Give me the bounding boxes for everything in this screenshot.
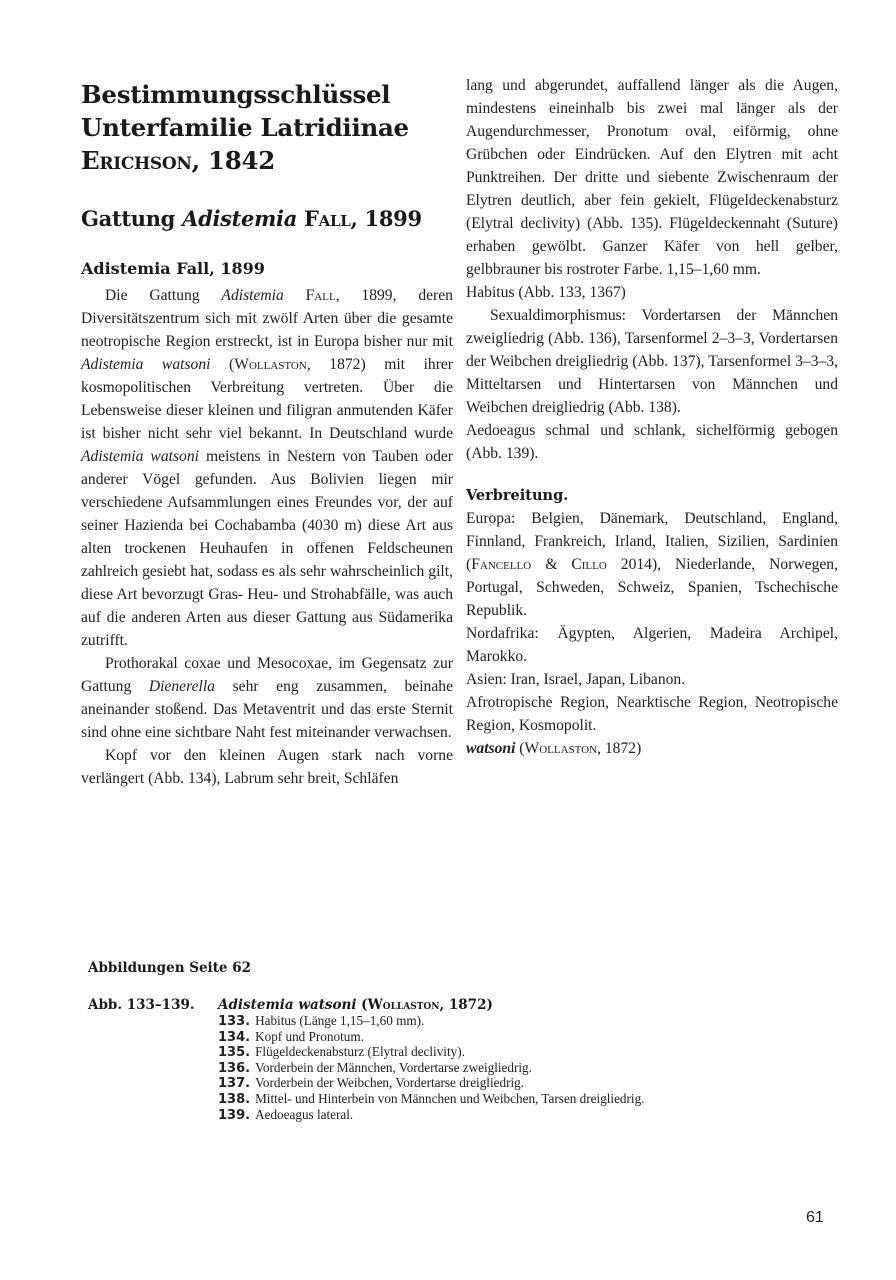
text-run: & xyxy=(531,556,572,573)
species-name: watsoni xyxy=(466,740,516,757)
caption-text: Habitus (Länge 1,15–1,60 mm). xyxy=(255,1013,425,1028)
caption-text: Flügeldeckenabsturz (Elytral declivity). xyxy=(255,1044,465,1060)
text-run: , 1872) mit ihrer kosmopolitischen Verbreitung vertreten. Über die Lebensweise dieser kleinen und filigran anmutenden Käfer ist bisher nicht sehr viel bekannt. In Deutschland wurde xyxy=(81,356,454,442)
genus-heading xyxy=(81,205,453,233)
species-author: Wollaston xyxy=(524,740,598,757)
figures-species-author: Wollaston xyxy=(367,997,440,1013)
text-run: , 1899, deren Diversitätszentrum sich mit zwölf Arten über die gesamte neotropische Region erstreckt, ist in Europa bisher nur mit xyxy=(81,287,453,350)
title-author: Erichson xyxy=(81,146,192,175)
italic-text: Adistemia watsoni xyxy=(81,356,211,373)
caption-item xyxy=(218,1076,808,1092)
distribution-heading: Verbreitung. xyxy=(466,487,569,504)
title-line-1: Bestimmungsschlüssel xyxy=(81,80,391,109)
caption-item xyxy=(218,1014,808,1030)
page-number: 61 xyxy=(806,1209,824,1226)
small-caps-text: Wollaston xyxy=(234,356,307,373)
text-run: Prothorakal coxae und Mesocoxae, im Gegensatz zur Gattung xyxy=(81,655,453,695)
caption-text: Mittel- und Hinterbein von Männchen und Weibchen, Tarsen dreigliedrig. xyxy=(255,1090,645,1106)
caption-text: Vorderbein der Männchen, Vordertarse zweigliedrig. xyxy=(255,1059,532,1075)
figure-captions xyxy=(88,958,808,1123)
caption-text: Vorderbein der Weibchen, Vordertarse dreigliedrig. xyxy=(255,1075,525,1091)
text-run: 2014), Niederlande, Norwegen, Portugal, Schweden, Schweiz, Spanien, Tschechische Republik. xyxy=(466,556,838,619)
distribution-europe xyxy=(466,507,838,622)
species-paren-open: ( xyxy=(515,740,525,757)
intro-paragraph xyxy=(81,284,453,652)
caption-number: 137. xyxy=(218,1076,251,1092)
habitus-reference: Habitus (Abb. 133, 1367) xyxy=(466,284,626,301)
figures-abb-range: Abb. 133–139. xyxy=(88,997,195,1013)
figures-species-year: , 1872) xyxy=(439,997,493,1013)
figures-paren-open: ( xyxy=(356,997,368,1013)
caption-number: 134. xyxy=(218,1029,251,1045)
caption-item xyxy=(218,1092,808,1108)
subheading: Adistemia Fall, 1899 xyxy=(81,259,265,278)
caption-item xyxy=(218,1108,808,1124)
figure-caption-list xyxy=(218,1014,808,1123)
caption-item xyxy=(218,1061,808,1077)
left-column xyxy=(81,78,453,790)
caption-item xyxy=(218,1045,808,1061)
caption-number: 136. xyxy=(218,1060,251,1076)
title-line-2: Unterfamilie Latridiinae xyxy=(81,113,409,142)
text-run: Europa: Belgien, Dänemark, Deutschland, England, Finnland, Frankreich, Irland, Italien, Sizilien, Sardinien ( xyxy=(466,510,838,573)
figures-title: Abbildungen Seite 62 xyxy=(88,960,252,976)
genus-author: Fall xyxy=(297,206,351,231)
genus-heading-prefix: Gattung xyxy=(81,206,183,231)
head-paragraph: Kopf vor den kleinen Augen stark nach vorne verlängert (Abb. 134), Labrum sehr breit, Schläfen xyxy=(81,747,453,787)
italic-text: Adistemia watsoni xyxy=(81,448,199,465)
right-column xyxy=(466,74,838,760)
caption-text: Kopf und Pronotum. xyxy=(255,1028,364,1044)
small-caps-text: Fancello xyxy=(471,556,532,573)
figures-header xyxy=(88,996,808,1014)
distribution-regions: Afrotropische Region, Nearktische Region, Neotropische Region, Kosmopolit. xyxy=(466,694,838,734)
text-run: sehr eng zusammen, beinahe aneinander stoßend. Das Metaventrit und das erste Sternit sind ohne eine sichtbare Naht fest miteinander verwachsen. xyxy=(81,678,453,741)
distribution-north-africa: Nordafrika: Ägypten, Algerien, Madeira Archipel, Marokko. xyxy=(466,625,838,665)
italic-text: Adistemia xyxy=(221,287,284,304)
italic-text: Dienerella xyxy=(148,678,215,695)
coxae-paragraph xyxy=(81,652,453,744)
species-line xyxy=(466,737,838,760)
species-year: , 1872) xyxy=(597,740,642,757)
small-caps-text: Fall xyxy=(283,287,336,304)
caption-number: 133. xyxy=(218,1014,251,1029)
figures-species-name: Adistemia watsoni xyxy=(218,997,357,1013)
caption-item xyxy=(218,1030,808,1046)
distribution-asia: Asien: Iran, Israel, Japan, Libanon. xyxy=(466,671,686,688)
description-paragraph: lang und abgerundet, auffallend länger als die Augen, mindestens eineinhalb bis zwei mal länger als der Augendurchmesser, Pronotum oval, eiförmig, ohne Grübchen oder Eindrücken. Auf den Elytren mit acht Punktreihen. Der dritte und siebente Zwischenraum der Elytren deutlich, aber fein gekielt, Flügeldeckenabsturz (Elytral declivity) (Abb. 135). Flügeldeckennaht (Suture) erhaben gewölbt. Ganzer Käfer von hell gelber, gelbbrauner bis rostroter Farbe. 1,15–1,60 mm. xyxy=(466,77,838,278)
genus-year: , 1899 xyxy=(350,206,422,231)
small-caps-text: Cillo xyxy=(571,556,607,573)
text-run: Die Gattung xyxy=(105,287,222,304)
sexual-dimorphism-paragraph: Sexualdimorphismus: Vordertarsen der Männchen zweigliedrig (Abb. 136), Tarsenformel 2–3–3, Vordertarsen der Weibchen dreigliedrig (Abb. 137), Tarsenformel 3–3–3, Mitteltarsen und Hintertarsen von Männchen und Weibchen dreigliedrig (Abb. 138). xyxy=(466,307,838,416)
caption-text: Aedoeagus lateral. xyxy=(255,1106,354,1122)
text-run: ( xyxy=(210,356,235,373)
genus-name: Adistemia xyxy=(182,206,298,231)
figures-species xyxy=(218,996,493,1014)
aedoeagus-paragraph: Aedoeagus schmal und schlank, sichelförmig gebogen (Abb. 139). xyxy=(466,422,838,462)
text-run: meistens in Nestern von Tauben oder anderer Vögel gefunden. Aus Bolivien liegen mir verschiedene Aufsammlungen eines Freundes vor, der auf seiner Hazienda bei Cochabamba (4030 m) diese Art aus alten trockenen Heuhaufen in offenen Feldscheunen zahlreich gesiebt hat, sodass es als sehr wahrscheinlich gilt, diese Art bevorzugt Gras- Heu- und Strohabfälle, was auch auf die anderen Arten aus dieser Gattung aus Südamerika zutrifft. xyxy=(81,448,453,649)
caption-number: 135. xyxy=(218,1045,251,1061)
page-title xyxy=(81,78,453,177)
caption-number: 138. xyxy=(218,1091,251,1107)
title-year: , 1842 xyxy=(191,146,276,175)
caption-number: 139. xyxy=(218,1107,251,1123)
